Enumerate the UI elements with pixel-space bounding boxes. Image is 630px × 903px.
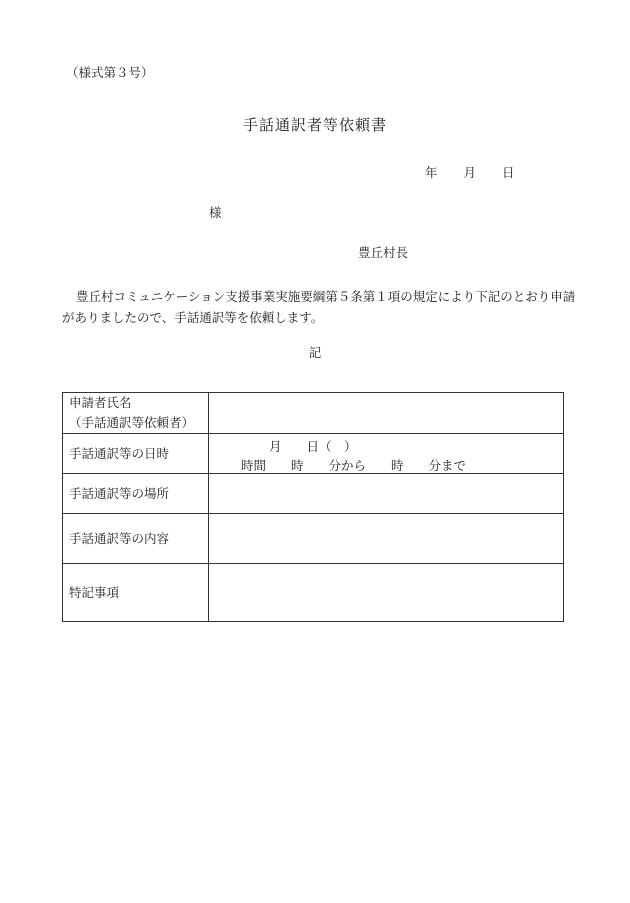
table-row-notes — [63, 564, 564, 622]
date-day-label: 日 — [502, 165, 515, 180]
datetime-label: 手話通訳等の日時 — [63, 434, 209, 474]
document-title: 手話通訳者等依頼書 — [242, 116, 387, 134]
datetime-date-template: 月 日（ ） — [269, 439, 357, 454]
content-label: 手話通訳等の内容 — [63, 514, 209, 564]
table-row-place — [63, 474, 564, 514]
date-year-label: 年 — [425, 165, 438, 180]
applicant-label-sub: （手話通訳等依頼者） — [69, 415, 195, 430]
form-number: （様式第３号） — [66, 65, 154, 80]
sender-name: 豊丘村長 — [358, 245, 409, 260]
addressee-suffix: 様 — [209, 205, 222, 220]
notes-value-cell[interactable] — [209, 564, 564, 622]
applicant-value-cell[interactable] — [209, 393, 564, 434]
notes-label: 特記事項 — [63, 564, 209, 622]
datetime-time-template: 時間 時 分から 時 分まで — [241, 458, 467, 473]
body-paragraph: 豊丘村コミュニケーション支援事業実施要綱第５条第１項の規定により下記のとおり申請がありましたので、手話通訳等を依頼します。 — [62, 289, 576, 325]
ki-heading: 記 — [308, 345, 322, 360]
applicant-label: 申請者氏名 — [69, 395, 132, 410]
date-line — [425, 167, 515, 180]
place-value-cell[interactable] — [209, 474, 564, 514]
content-value-cell[interactable] — [209, 514, 564, 564]
table-row-applicant — [63, 393, 564, 434]
date-month-label: 月 — [463, 165, 477, 180]
place-label: 手話通訳等の場所 — [63, 474, 209, 514]
request-table — [62, 392, 564, 622]
datetime-value-cell[interactable] — [209, 434, 564, 474]
table-row-datetime — [63, 434, 564, 474]
applicant-label-cell — [63, 393, 209, 434]
table-row-content — [63, 514, 564, 564]
